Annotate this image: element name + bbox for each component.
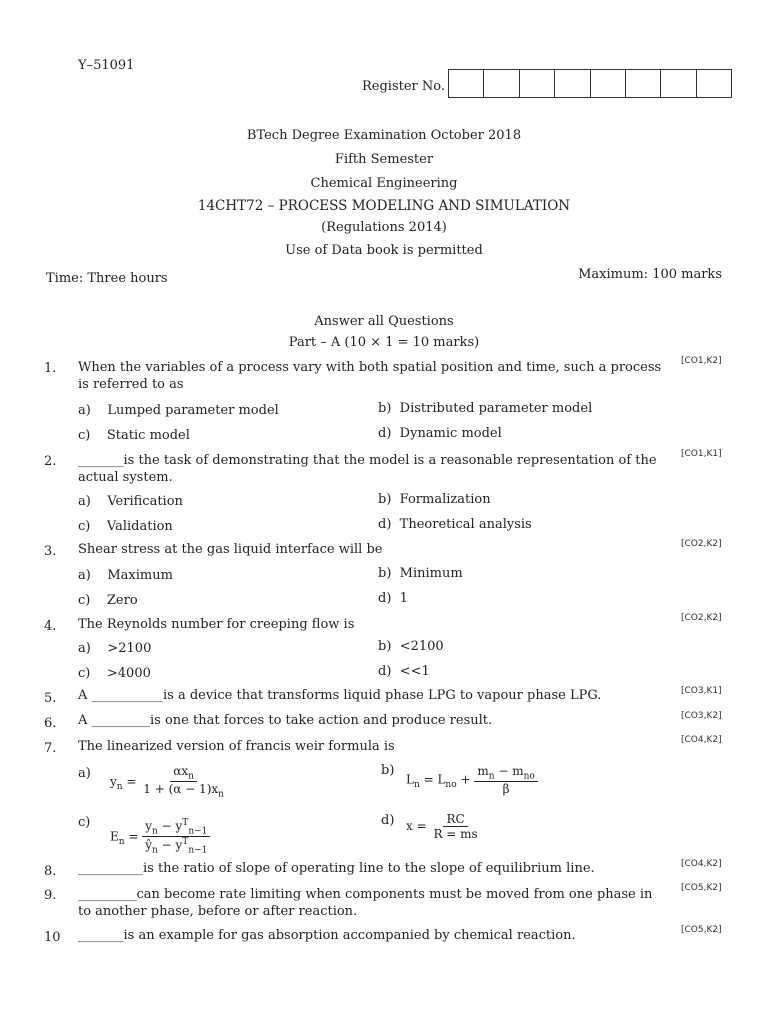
course-outcome-tag: [CO2,K2] xyxy=(681,613,722,623)
paper-code: Y–51091 xyxy=(78,58,135,73)
question-text: _______is an example for gas absorption accompanied by chemical reaction. xyxy=(78,928,576,943)
part-a-heading: Part – A (10 × 1 = 10 marks) xyxy=(288,335,480,350)
course-outcome-tag: [CO2,K2] xyxy=(681,539,722,549)
question-text: A ___________is a device that transforms liquid phase LPG to vapour phase LPG. xyxy=(78,688,602,703)
register-digit-box xyxy=(625,70,660,97)
option-b: b) Formalization xyxy=(378,492,491,507)
question-number: 1. xyxy=(44,361,57,376)
option-d: d) Theoretical analysis xyxy=(378,517,532,532)
formula-b: $L_n = L_{no}$ + $\frac{m_n - m_{no}}{\beta}$ xyxy=(406,764,538,796)
register-digit-box xyxy=(696,70,731,97)
option-c: c) >4000 xyxy=(78,666,151,681)
option-d: d) Dynamic model xyxy=(378,426,502,441)
course-outcome-tag: [CO1,K2] xyxy=(681,356,722,366)
register-digit-box xyxy=(519,70,554,97)
question-number: 8. xyxy=(44,864,57,879)
branch-label: Chemical Engineering xyxy=(310,176,458,191)
course-outcome-tag: [CO3,K2] xyxy=(681,711,722,721)
time-label: Time: Three hours xyxy=(46,271,168,286)
course-outcome-tag: [CO5,K2] xyxy=(681,925,722,935)
question-number: 2. xyxy=(44,454,57,469)
course-outcome-tag: [CO1,K1] xyxy=(681,449,722,459)
option-a: a) Lumped parameter model xyxy=(78,403,279,418)
course-outcome-tag: [CO4,K2] xyxy=(681,859,722,869)
regulations-label: (Regulations 2014) xyxy=(321,220,447,235)
question-text: When the variables of a process vary with both spatial position and time, such a process is referred to as xyxy=(78,360,662,392)
option-c: c) Validation xyxy=(78,519,173,534)
question-text: _______is the task of demonstrating that the model is a reasonable representation of the actual system. xyxy=(78,453,657,485)
option-d: d) <<1 xyxy=(378,664,430,679)
option-d: d) 1 xyxy=(378,591,408,606)
formula-a: $y_n$ = $\frac{\alpha x_n}{1 + (\alpha - 1)x_n}$ xyxy=(110,764,224,800)
option-b: b) <2100 xyxy=(378,639,444,654)
option-b: b) Minimum xyxy=(378,566,463,581)
max-marks-label: Maximum: 100 marks xyxy=(578,267,722,282)
option-c: c) Zero xyxy=(78,593,138,608)
question-text: _________can become rate limiting when components must be moved from one phase in to another phase, before or after reaction. xyxy=(78,887,653,919)
question-number: 5. xyxy=(44,691,57,706)
question-text: A _________is one that forces to take action and produce result. xyxy=(78,713,493,728)
question-text: __________is the ratio of slope of operating line to the slope of equilibrium line. xyxy=(78,861,595,876)
question-number: 4. xyxy=(44,619,57,634)
question-text: The Reynolds number for creeping flow is xyxy=(78,617,355,632)
register-number-boxes xyxy=(448,69,732,98)
register-digit-box xyxy=(660,70,695,97)
option-a: a) Maximum xyxy=(78,568,173,583)
formula-c: $E_n$ = $\frac{y_n - y^T_{n-1}}{ŷ_n - y^T_{n-1}}$ xyxy=(110,818,210,856)
course-title: 14CHT72 – PROCESS MODELING AND SIMULATION xyxy=(197,198,571,214)
question-number: 9. xyxy=(44,888,57,903)
option-a: a) >2100 xyxy=(78,641,152,656)
formula-d: x = $\frac{RC}{R = ms}$ xyxy=(406,812,478,841)
question-number: 6. xyxy=(44,716,57,731)
answer-all-instruction: Answer all Questions xyxy=(314,314,454,329)
option-b: b) Distributed parameter model xyxy=(378,401,593,416)
formula-option-label: c) xyxy=(78,815,91,830)
question-number: 3. xyxy=(44,544,57,559)
course-outcome-tag: [CO5,K2] xyxy=(681,883,722,893)
question-text: Shear stress at the gas liquid interface will be xyxy=(78,542,383,557)
question-number: 7. xyxy=(44,741,57,756)
course-outcome-tag: [CO4,K2] xyxy=(681,735,722,745)
register-digit-box xyxy=(554,70,589,97)
exam-title: BTech Degree Examination October 2018 xyxy=(246,128,522,143)
formula-option-label: b) xyxy=(381,763,395,778)
register-digit-box xyxy=(449,70,483,97)
option-a: a) Verification xyxy=(78,494,183,509)
formula-option-label: d) xyxy=(381,813,395,828)
register-digit-box xyxy=(590,70,625,97)
databook-note: Use of Data book is permitted xyxy=(285,243,483,258)
option-c: c) Static model xyxy=(78,428,190,443)
formula-option-label: a) xyxy=(78,766,91,781)
register-number-label: Register No. xyxy=(362,79,446,94)
semester-label: Fifth Semester xyxy=(334,152,434,167)
course-outcome-tag: [CO3,K1] xyxy=(681,686,722,696)
question-text: The linearized version of francis weir formula is xyxy=(78,739,395,754)
register-digit-box xyxy=(483,70,518,97)
question-number: 10 xyxy=(44,930,61,945)
